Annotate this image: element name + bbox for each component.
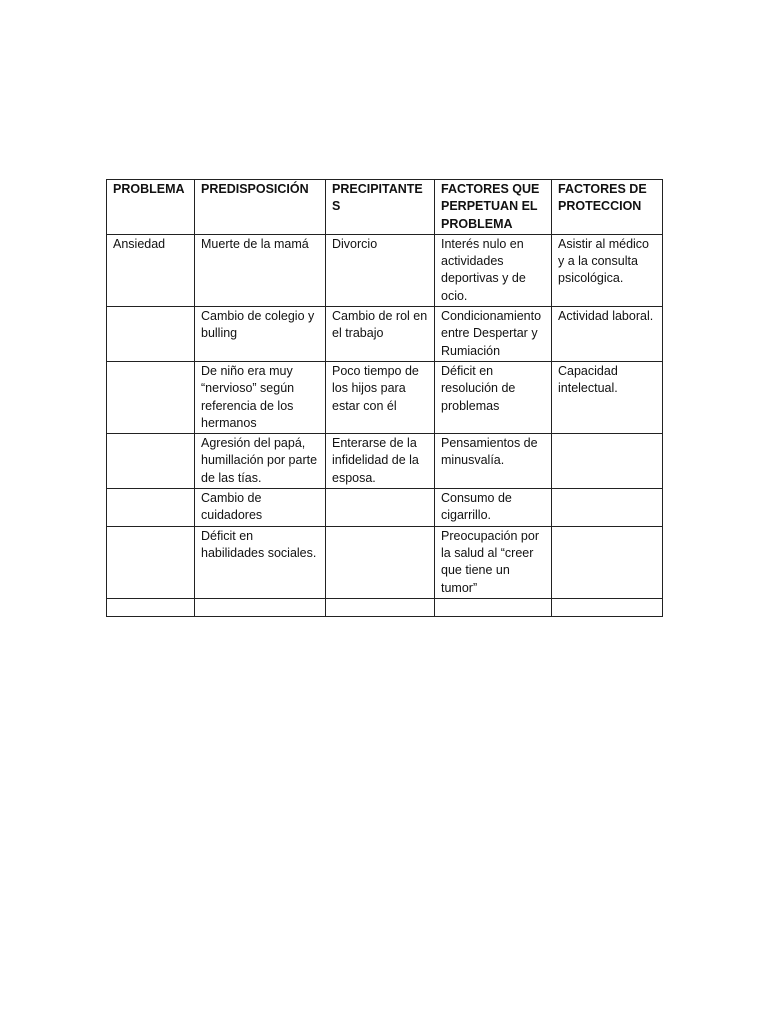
- table-cell: [195, 598, 326, 616]
- table-cell: Cambio de colegio y bulling: [195, 307, 326, 362]
- table-cell: Pensamientos de minusvalía.: [435, 434, 552, 489]
- table-row: [107, 307, 663, 362]
- table-cell: Cambio de rol en el trabajo: [326, 307, 435, 362]
- table-row: [107, 489, 663, 527]
- problem-analysis-table: [106, 179, 663, 617]
- table-cell: Consumo de cigarrillo.: [435, 489, 552, 527]
- header-precipitantes: PRECIPITANTES: [326, 180, 435, 235]
- table-cell: [107, 526, 195, 598]
- table-cell: Condicionamiento entre Despertar y Rumiación: [435, 307, 552, 362]
- table-cell: Preocupación por la salud al “creer que tiene un tumor”: [435, 526, 552, 598]
- table-cell: De niño era muy “nervioso” según referencia de los hermanos: [195, 361, 326, 433]
- table-cell: [326, 526, 435, 598]
- table-row: [107, 526, 663, 598]
- table-header-row: [107, 180, 663, 235]
- table-cell: Poco tiempo de los hijos para estar con él: [326, 361, 435, 433]
- table-cell: [107, 598, 195, 616]
- table-cell: [552, 526, 663, 598]
- table-cell: Muerte de la mamá: [195, 234, 326, 306]
- table-cell: Actividad laboral.: [552, 307, 663, 362]
- table-cell: Enterarse de la infidelidad de la esposa.: [326, 434, 435, 489]
- table-cell: [107, 489, 195, 527]
- table-cell: Déficit en resolución de problemas: [435, 361, 552, 433]
- table-cell: [552, 434, 663, 489]
- header-factores-proteccion: FACTORES DE PROTECCION: [552, 180, 663, 235]
- table-cell: Agresión del papá, humillación por parte de las tías.: [195, 434, 326, 489]
- table-row: [107, 434, 663, 489]
- table-row: [107, 361, 663, 433]
- table-cell: Capacidad intelectual.: [552, 361, 663, 433]
- table-cell: [552, 598, 663, 616]
- table-cell: Interés nulo en actividades deportivas y de ocio.: [435, 234, 552, 306]
- table-cell: [107, 307, 195, 362]
- table-cell: Ansiedad: [107, 234, 195, 306]
- table-cell: Asistir al médico y a la consulta psicológica.: [552, 234, 663, 306]
- table-cell: [326, 598, 435, 616]
- table-cell: [552, 489, 663, 527]
- table-cell: Divorcio: [326, 234, 435, 306]
- header-factores-perpetuan: FACTORES QUE PERPETUAN EL PROBLEMA: [435, 180, 552, 235]
- table-cell: [107, 434, 195, 489]
- table-cell: Cambio de cuidadores: [195, 489, 326, 527]
- table-cell: [326, 489, 435, 527]
- header-problema: PROBLEMA: [107, 180, 195, 235]
- table-cell: Déficit en habilidades sociales.: [195, 526, 326, 598]
- header-predisposicion: PREDISPOSICIÓN: [195, 180, 326, 235]
- table-cell: [107, 361, 195, 433]
- table-row: [107, 598, 663, 616]
- table-row: [107, 234, 663, 306]
- table-cell: [435, 598, 552, 616]
